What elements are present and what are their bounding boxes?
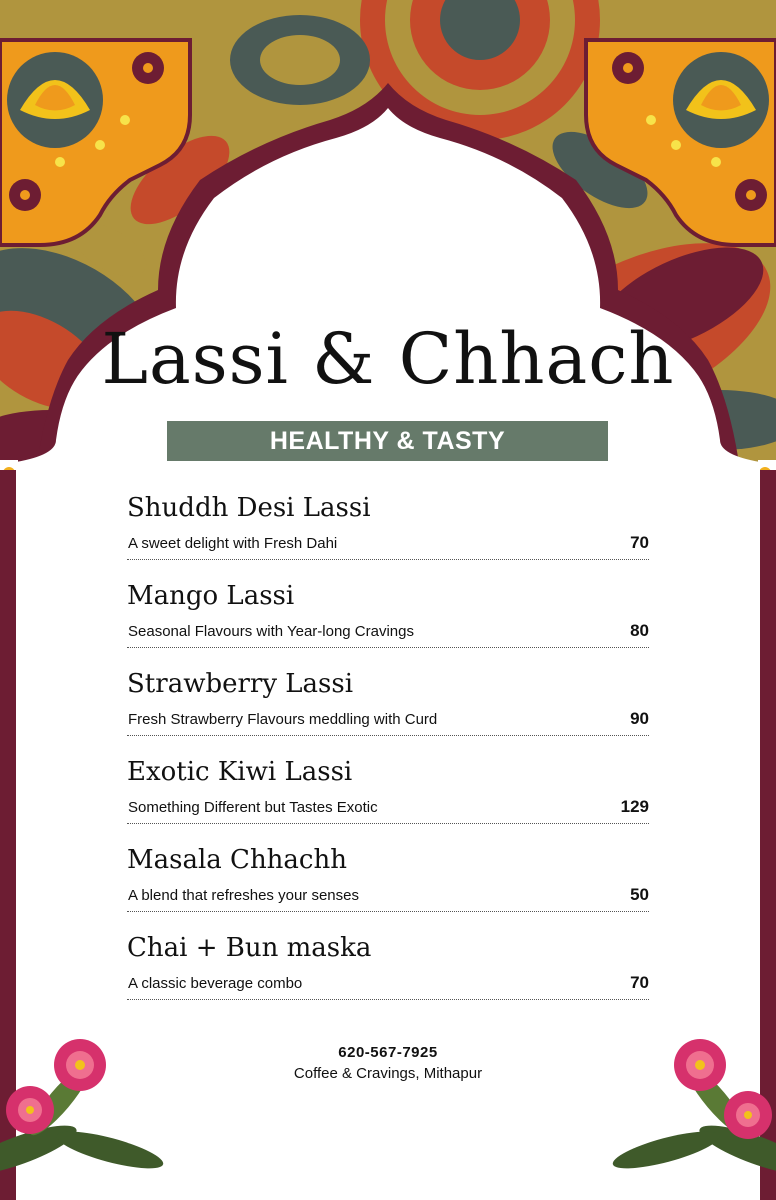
item-name: Exotic Kiwi Lassi <box>127 757 353 787</box>
business-address: Coffee & Cravings, Mithapur <box>293 1065 483 1082</box>
item-description: A classic beverage combo <box>128 975 303 992</box>
item-name: Chai + Bun maska <box>127 933 372 963</box>
item-description: Something Different but Tastes Exotic <box>128 799 378 816</box>
tagline-banner: HEALTHY & TASTY <box>167 421 608 461</box>
menu-list <box>127 493 649 1021</box>
item-description: Fresh Strawberry Flavours meddling with Curd <box>128 711 438 728</box>
menu-item <box>127 493 649 581</box>
menu-item <box>127 845 649 933</box>
menu-item <box>127 933 649 1021</box>
item-name: Masala Chhachh <box>127 845 347 875</box>
menu-item <box>127 757 649 845</box>
dotted-divider <box>127 823 649 824</box>
item-name: Shuddh Desi Lassi <box>127 493 371 523</box>
item-price: 50 <box>630 885 649 904</box>
item-price: 70 <box>630 973 649 992</box>
item-description: A sweet delight with Fresh Dahi <box>128 535 338 552</box>
dotted-divider <box>127 911 649 912</box>
dotted-divider <box>127 647 649 648</box>
item-name: Mango Lassi <box>127 581 295 611</box>
item-price: 80 <box>630 621 649 640</box>
item-description: A blend that refreshes your senses <box>128 887 359 904</box>
item-description: Seasonal Flavours with Year-long Cravings <box>128 623 414 640</box>
item-price: 70 <box>630 533 649 552</box>
dotted-divider <box>127 735 649 736</box>
menu-item <box>127 669 649 757</box>
dotted-divider <box>127 559 649 560</box>
menu-title: Lassi & Chhach <box>101 318 675 400</box>
phone-number: 620-567-7925 <box>338 1044 438 1061</box>
item-name: Strawberry Lassi <box>127 669 354 699</box>
item-price: 129 <box>620 797 649 816</box>
item-price: 90 <box>630 709 649 728</box>
footer <box>0 1044 776 1082</box>
menu-item <box>127 581 649 669</box>
dotted-divider <box>127 999 649 1000</box>
